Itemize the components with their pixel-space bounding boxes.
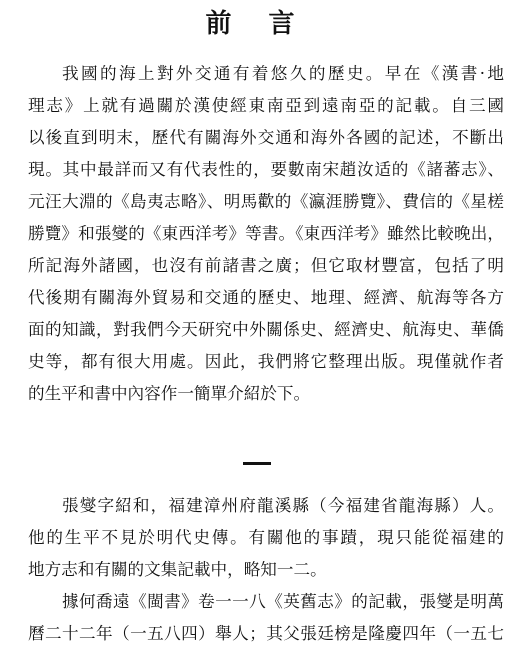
text-line: 他的生平不見於明代史傳。有關他的事蹟，現只能從福建的 [28, 528, 504, 547]
preface-paragraph [28, 58, 504, 410]
text-line: 所記海外諸國，也沒有前諸書之廣；但它取材豐富，包括了明 [28, 256, 504, 275]
page-title: 前 言 [205, 9, 309, 39]
section-number-mark [243, 462, 271, 465]
text-line: 代後期有關海外貿易和交通的歷史、地理、經濟、航海等各方 [28, 288, 504, 307]
text-line: 的生平和書中內容作一簡單介紹於下。 [28, 384, 311, 403]
text-line: 張燮字紹和，福建漳州府龍溪縣（今福建省龍海縣）人。 [62, 496, 504, 515]
text-line: 我國的海上對外交通有着悠久的歷史。早在《漢書·地 [62, 64, 504, 83]
text-line: 曆二十二年（一五八四）舉人；其父張廷榜是隆慶四年（一五七 [28, 624, 504, 643]
text-line: 史等，都有很大用處。因此，我們將它整理出版。現僅就作者 [28, 352, 504, 371]
text-line: 以後直到明末，歷代有關海外交通和海外各國的記述，不斷出 [28, 128, 504, 147]
text-line: 面的知識，對我們今天研究中外關係史、經濟史、航海史、華僑 [28, 320, 504, 339]
text-line: 地方志和有關的文集記載中，略知一二。 [28, 560, 327, 579]
text-line: 現。其中最詳而又有代表性的，要數南宋趙汝适的《諸蕃志》、 [28, 160, 504, 179]
biography-paragraph [28, 490, 504, 650]
text-line: 勝覽》和張燮的《東西洋考》等書。《東西洋考》雖然比較晚出， [28, 224, 504, 243]
text-line: 據何喬遠《閩書》卷一一八《英舊志》的記載，張燮是明萬 [62, 592, 504, 611]
text-line: 元汪大淵的《島夷志略》、明馬歡的《瀛涯勝覽》、費信的《星槎 [28, 192, 504, 211]
section-number [0, 448, 514, 478]
text-line: 理志》上就有過關於漢使經東南亞到遠南亞的記載。自三國 [28, 96, 504, 115]
